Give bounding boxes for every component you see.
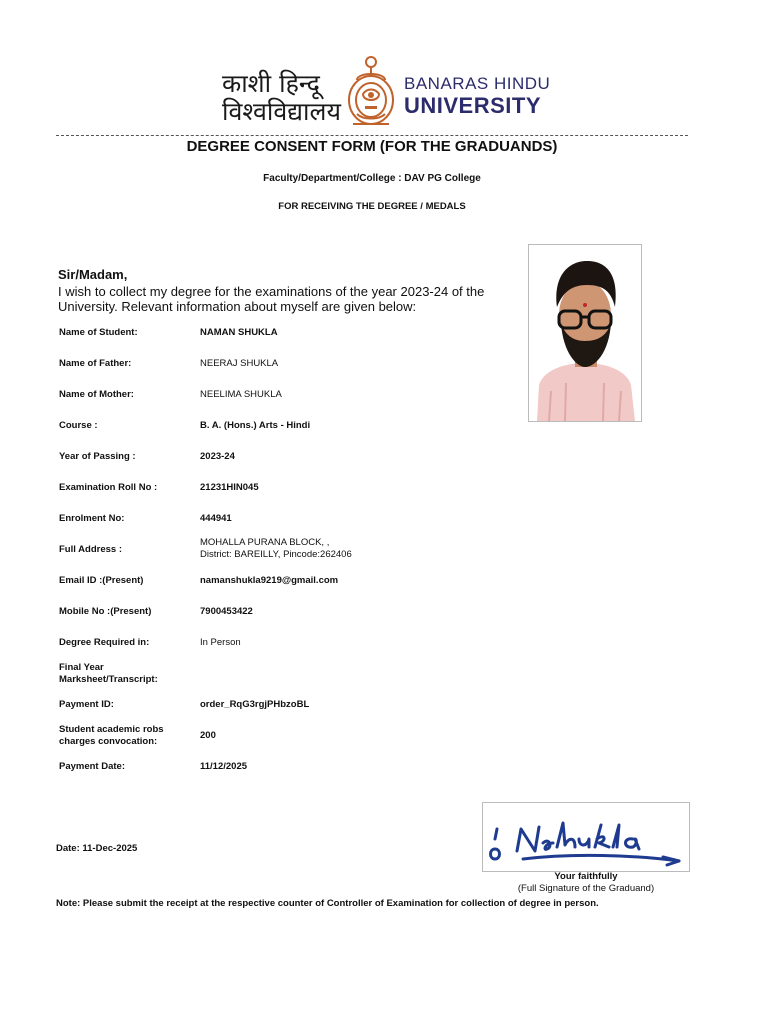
email-label: Email ID :(Present)	[59, 575, 144, 586]
degree-required-value: In Person	[200, 637, 241, 648]
form-title: DEGREE CONSENT FORM (FOR THE GRADUANDS)	[186, 138, 558, 155]
year-of-passing-value: 2023-24	[200, 451, 235, 462]
email-value: namanshukla9219@gmail.com	[200, 575, 339, 586]
english-name-line2: UNIVERSITY	[404, 93, 542, 118]
receiving-line: FOR RECEIVING THE DEGREE / MEDALS	[278, 201, 466, 212]
robs-charges-label-line1: Student academic robs	[59, 724, 164, 735]
robs-charges-value: 200	[200, 730, 216, 741]
roll-no-label: Examination Roll No :	[59, 482, 158, 493]
header-divider	[56, 135, 688, 136]
signature-box	[482, 802, 690, 872]
father-name-label: Name of Father:	[59, 358, 132, 369]
mobile-value: 7900453422	[200, 606, 253, 617]
course-label: Course :	[59, 420, 98, 431]
payment-date-value: 11/12/2025	[200, 761, 248, 772]
robs-charges-label-line2: charges convocation:	[59, 736, 158, 747]
roll-no-value: 21231HIN045	[200, 482, 259, 493]
hindi-name-line2: विश्वविद्यालय	[222, 97, 341, 126]
student-photo-image	[529, 245, 641, 421]
father-name-value: NEERAJ SHUKLA	[200, 358, 279, 369]
student-name-label: Name of Student:	[59, 327, 138, 338]
marksheet-label-line1: Final Year	[59, 662, 104, 673]
marksheet-label-line2: Marksheet/Transcript:	[59, 674, 158, 685]
submission-note: Note: Please submit the receipt at the respective counter of Controller of Examination for collection of degree in person.	[56, 898, 599, 909]
degree-required-label: Degree Required in:	[59, 637, 150, 648]
enrolment-no-value: 444941	[200, 513, 232, 524]
university-seal-icon	[343, 54, 399, 130]
student-name-value: NAMAN SHUKLA	[200, 327, 278, 338]
english-name-line1: BANARAS HINDU	[404, 74, 551, 93]
university-name-hindi	[222, 70, 341, 126]
university-name-english	[404, 74, 550, 118]
mobile-label: Mobile No :(Present)	[59, 606, 152, 617]
address-label: Full Address :	[59, 544, 122, 555]
payment-id-label: Payment ID:	[59, 699, 114, 710]
form-date: Date: 11-Dec-2025	[56, 843, 138, 854]
hindi-name-line1: काशी हिन्दू	[222, 69, 320, 98]
address-value-line2: District: BAREILLY, Pincode:262406	[200, 549, 352, 560]
student-photo	[528, 244, 642, 422]
your-faithfully: Your faithfully	[554, 871, 618, 882]
enrolment-no-label: Enrolment No:	[59, 513, 125, 524]
intro-paragraph: I wish to collect my degree for the examinations of the year 2023-24 of the University. Relevant information about myself are given below:	[58, 284, 485, 314]
payment-date-label: Payment Date:	[59, 761, 125, 772]
faculty-line: Faculty/Department/College : DAV PG College	[263, 173, 481, 184]
payment-id-value: order_RqG3rgjPHbzoBL	[200, 699, 310, 710]
mother-name-value: NEELIMA SHUKLA	[200, 389, 282, 400]
signature-caption: (Full Signature of the Graduand)	[517, 883, 655, 894]
salutation: Sir/Madam,	[58, 267, 128, 282]
address-value-line1: MOHALLA PURANA BLOCK, ,	[200, 537, 330, 548]
signature-image	[483, 803, 689, 871]
mother-name-label: Name of Mother:	[59, 389, 134, 400]
course-value: B. A. (Hons.) Arts - Hindi	[200, 420, 311, 431]
year-of-passing-label: Year of Passing :	[59, 451, 136, 462]
